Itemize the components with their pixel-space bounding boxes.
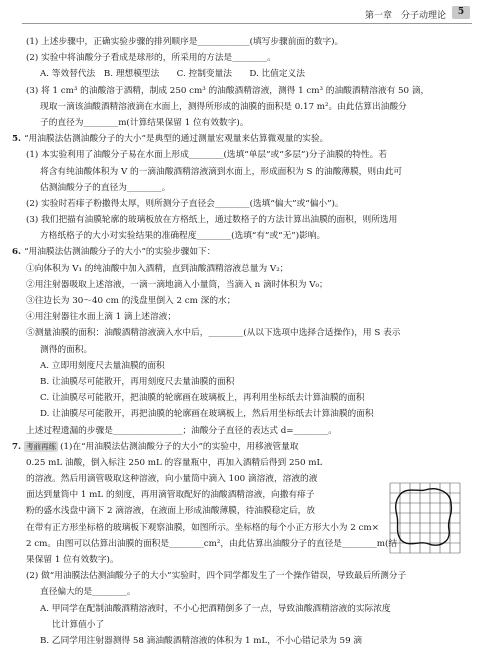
text-line [12, 164, 470, 180]
text-line [12, 228, 470, 244]
line-text: (2) 实验中将油酸分子看成是球形的，所采用的方法是________。 [26, 53, 276, 64]
question-number: 6. [12, 247, 25, 258]
text-line [12, 196, 470, 212]
text-line [12, 261, 470, 277]
line-text: 估测油酸分子的直径为________。 [40, 182, 171, 193]
line-text: ⑤测量油膜的面积：油酸酒精溶液滴入水中后，________(从以下选项中选择合适操作)，用 S 表示 [26, 328, 401, 339]
line-text: 子的直径为________m(计算结果保留 1 位有效数字)。 [40, 117, 249, 128]
text-line [12, 293, 470, 309]
line-text: 将含有纯油酸体积为 V 的一滴油酸酒精溶液滴到水面上，形成面积为 S 的油酸薄膜，则由此可 [40, 166, 403, 177]
header-rule [22, 23, 472, 24]
line-text: 粉的盛水浅盘中滴下 2 滴溶液，在液面上形成油酸薄膜，待油膜稳定后，放 [26, 506, 316, 517]
line-text: C. 让油膜尽可能散开，把油膜的轮廓画在玻璃板上，再利用坐标纸去计算油膜的面积 [40, 393, 365, 404]
question-number: 7. [12, 441, 25, 452]
text-line [12, 212, 470, 228]
text-line [12, 423, 470, 439]
text-line [12, 147, 470, 163]
line-text: 现取一滴该油酸酒精溶液滴在水面上，测得所形成的油膜的面积是 0.17 m²。由此估算出油酸分 [40, 101, 407, 112]
line-text: B. 让油膜尽可能散开，再用刻度尺去量油膜的面积 [40, 376, 235, 387]
text-line [12, 633, 470, 649]
line-text: “用油膜法估测油酸分子的大小”的实验步骤如下： [24, 247, 216, 258]
text-line [12, 584, 470, 600]
question-number: 5. [12, 134, 25, 145]
line-text: 直径偏大的是________。 [40, 587, 136, 598]
text-line [12, 131, 470, 147]
text-line [12, 342, 470, 358]
line-text: (3) 将 1 cm³ 的油酸溶于酒精，制成 250 cm³ 的油酸酒精溶液，测得 1 cm³ 的油酸酒精溶液有 50 滴， [26, 85, 430, 96]
text-line [12, 390, 470, 406]
line-text: 比计算值小了 [52, 619, 105, 630]
text-line [12, 277, 470, 293]
line-text: 上述过程遗漏的步骤是________________；油酸分子直径的表达式 d=________。 [26, 425, 337, 436]
text-line [12, 455, 470, 471]
text-line [12, 358, 470, 374]
oil-film-outline [396, 489, 452, 545]
text-line [12, 325, 470, 341]
line-text: 面达到量筒中 1 mL 的刻度，再用滴管取配好的油酸酒精溶液，向撒有痱子 [26, 490, 315, 501]
line-text: ①向体积为 V₁ 的纯油酸中加入酒精，直到油酸酒精溶液总量为 V₂； [26, 263, 289, 274]
page-number: 5 [452, 6, 470, 19]
text-line [12, 83, 470, 99]
line-text: 的溶液。然后用滴管吸取这种溶液，向小量筒中滴入 100 滴溶液，溶液的液 [26, 474, 318, 485]
text-line [12, 115, 470, 131]
practice-badge: 考前再练 [26, 441, 57, 451]
text-line [12, 617, 470, 633]
line-text: ④用注射器往水面上滴 1 滴上述溶液； [26, 312, 177, 323]
line-text: D. 让油膜尽可能散开，再把油膜的轮廓画在玻璃板上，然后用坐标纸去计算油膜的面积 [40, 409, 374, 420]
line-text: “用油膜法估测油酸分子的大小”是典型的通过测量宏观量来估算微观量的实验。 [24, 134, 329, 145]
line-text: 在带有正方形坐标格的玻璃板下观察油膜，如图所示。坐标格的每个小正方形大小为 2 cm× [26, 522, 379, 533]
text-line [12, 66, 470, 82]
text-line [12, 99, 470, 115]
text-line [12, 34, 470, 50]
oil-film-grid-figure [385, 478, 465, 558]
page-header [0, 0, 480, 24]
line-text: B. 乙同学用注射器测得 58 滴油酸酒精溶液的体积为 1 mL，不小心错记录为 59 滴 [40, 635, 363, 646]
line-text: (1) 上述步骤中，正确实验步骤的排列顺序是____________(填写步骤前面的数字)。 [26, 37, 344, 47]
text-line [12, 601, 470, 617]
line-text: (2) 实验时若痱子粉撒得太厚，则所测分子直径会________(选填“偏大”或“偏小”)。 [26, 198, 344, 209]
text-line [12, 406, 470, 422]
line-text: ③往边长为 30～40 cm 的浅盘里倒入 2 cm 深的水； [26, 296, 236, 306]
line-text: A. 甲同学在配制油酸酒精溶液时，不小心把酒精倒多了一点，导致油酸酒精溶液的实际浓度 [40, 603, 391, 614]
text-line [12, 244, 470, 260]
line-text: (2) 做“用油膜法估测油酸分子的大小”实验时，四个同学都发生了一个操作错误，导致最后所测分子 [26, 571, 407, 582]
chapter-title: 第一章 分子动理论 [364, 11, 446, 21]
text-line [12, 309, 470, 325]
line-text: 2 cm。由图可以估算出油膜的面积是________cm²，由此估算出油酸分子的直径是________m(结 [26, 538, 398, 549]
line-text: 果保留 1 位有效数字)。 [26, 555, 119, 565]
text-line [12, 50, 470, 66]
line-text: 0.25 mL 油酸，倒入标注 250 mL 的容量瓶中，再加入酒精后得到 250 mL [26, 457, 323, 468]
text-line [12, 568, 470, 584]
line-text: 测得的面积。 [40, 344, 93, 355]
line-text: (1)在“用油膜法估测油酸分子的大小”的实验中，用移液管量取 [60, 441, 299, 452]
line-text: (3) 我们把描有油膜轮廓的玻璃板放在方格纸上，通过数格子的方法计算出油膜的面积，则所选用 [26, 215, 398, 226]
line-text: A. 立即用刻度尺去量油膜的面积 [40, 360, 165, 371]
line-text: ②用注射器吸取上述溶液，一滴一滴地滴入小量筒，当滴入 n 滴时体积为 V₀； [26, 279, 328, 290]
line-text: A. 等效替代法 B. 理想模型法 C. 控制变量法 D. 比值定义法 [40, 69, 305, 80]
text-line [12, 439, 470, 455]
line-text: 方格纸格子的大小对实验结果的准确程度________(选填“有”或“无”)影响。 [40, 231, 326, 242]
text-line [12, 180, 470, 196]
text-line [12, 374, 470, 390]
line-text: (1) 本实验利用了油酸分子易在水面上形成________(选填“单层”或“多层”)分子油膜的特性。若 [26, 150, 388, 161]
